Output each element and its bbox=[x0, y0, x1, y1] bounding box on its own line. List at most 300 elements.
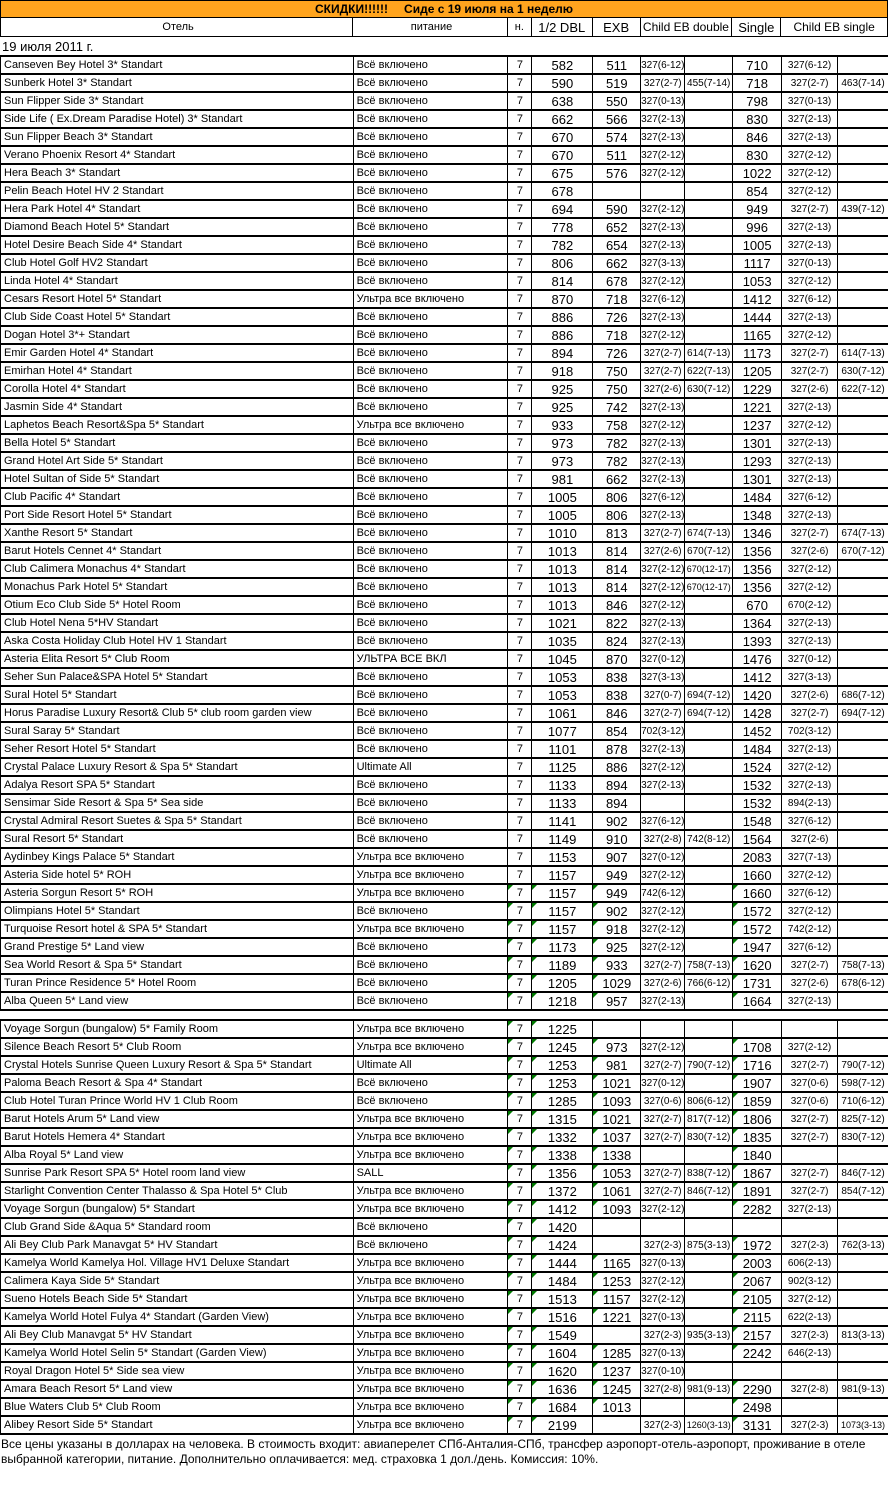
cell-single: 1660 bbox=[733, 867, 782, 883]
cell-exb: 1013 bbox=[593, 1399, 641, 1415]
cell-ces2: 614(7-13) bbox=[841, 347, 885, 359]
cell-exb: 918 bbox=[593, 921, 641, 937]
cell-exb: 822 bbox=[593, 615, 641, 631]
table-row bbox=[0, 831, 888, 849]
cell-single: 670 bbox=[733, 597, 782, 613]
cell-ces1: 327(2-7) bbox=[782, 1129, 838, 1145]
cell-hotel: Barut Hotels Cennet 4* Standart bbox=[1, 543, 354, 559]
cell-ced2: 670(12-17) bbox=[685, 579, 733, 595]
cell-dbl: 1157 bbox=[532, 885, 593, 901]
cell-hotel: Barut Hotels Hemera 4* Standart bbox=[1, 1129, 354, 1145]
cell-exb: 1221 bbox=[593, 1309, 641, 1325]
cell-exb: 878 bbox=[593, 741, 641, 757]
cell-hotel: Kamelya World Kamelya Hol. Village HV1 Deluxe Standart bbox=[1, 1255, 354, 1271]
cell-dbl: 1157 bbox=[532, 903, 593, 919]
cell-single: 1564 bbox=[733, 831, 782, 847]
cell-meal: Ультра все включено bbox=[354, 1363, 509, 1379]
cell-single: 1022 bbox=[733, 165, 782, 181]
cell-ced2 bbox=[685, 1291, 733, 1307]
cell-ced2 bbox=[685, 1345, 733, 1361]
cell-exb: 806 bbox=[593, 507, 641, 523]
cell-single: 1660 bbox=[733, 885, 782, 901]
cell-single: 1476 bbox=[733, 651, 782, 667]
cell-n: 7 bbox=[508, 921, 532, 937]
table-row bbox=[0, 1417, 888, 1435]
cell-n: 7 bbox=[508, 1111, 532, 1127]
cell-n: 7 bbox=[508, 1363, 532, 1379]
cell-ced1: 327(6-12) bbox=[641, 57, 685, 73]
table-row bbox=[0, 129, 888, 147]
cell-ced2 bbox=[685, 255, 733, 271]
cell-n: 7 bbox=[508, 1201, 532, 1217]
cell-ced1: 327(2-3) bbox=[641, 1417, 685, 1433]
cell-single: 1356 bbox=[733, 579, 782, 595]
cell-ces2 bbox=[838, 435, 888, 451]
table-row bbox=[0, 201, 888, 219]
cell-ced1: 327(2-13) bbox=[641, 741, 685, 757]
cell-ced2 bbox=[685, 201, 733, 217]
table-row bbox=[0, 525, 888, 543]
cell-hotel: Sunrise Park Resort SPA 5* Hotel room land view bbox=[1, 1165, 354, 1181]
cell-ces2 bbox=[838, 561, 888, 577]
cell-ced2 bbox=[685, 777, 733, 793]
cell-meal: Всё включено bbox=[354, 399, 509, 415]
title-banner bbox=[0, 0, 888, 18]
col-header-single: Single bbox=[732, 18, 781, 36]
cell-ced2: 766(6-12) bbox=[685, 975, 733, 991]
cell-dbl: 1412 bbox=[532, 1201, 593, 1217]
cell-ced2 bbox=[685, 1273, 733, 1289]
cell-single: 2157 bbox=[733, 1327, 782, 1343]
cell-exb: 726 bbox=[593, 345, 641, 361]
cell-ced1: 327(0-7) bbox=[641, 687, 685, 703]
cell-hotel: Hotel Desire Beach Side 4* Standart bbox=[1, 237, 354, 253]
cell-hotel: Club Hotel Golf HV2 Standart bbox=[1, 255, 354, 271]
cell-meal: Всё включено bbox=[354, 201, 509, 217]
cell-hotel: Silence Beach Resort 5* Club Room bbox=[1, 1039, 354, 1055]
table-row bbox=[0, 183, 888, 201]
cell-meal: Всё включено bbox=[354, 489, 509, 505]
table-row bbox=[0, 1291, 888, 1309]
table-row bbox=[0, 1021, 888, 1039]
cell-hotel: Voyage Sorgun (bungalow) 5* Standart bbox=[1, 1201, 354, 1217]
cell-n: 7 bbox=[508, 1345, 532, 1361]
cell-ces2 bbox=[838, 57, 888, 73]
cell-exb bbox=[593, 1417, 641, 1433]
cell-single: 1532 bbox=[733, 777, 782, 793]
cell-ced2: 694(7-12) bbox=[685, 705, 733, 721]
cell-ced1: 327(2-7) bbox=[641, 363, 685, 379]
cell-n: 7 bbox=[508, 1219, 532, 1235]
cell-ces1: 327(2-13) bbox=[782, 129, 838, 145]
cell-dbl: 973 bbox=[532, 453, 593, 469]
cell-hotel: Turan Prince Residence 5* Hotel Room bbox=[1, 975, 354, 991]
cell-single: 949 bbox=[733, 201, 782, 217]
table-row bbox=[0, 795, 888, 813]
cell-meal: Ультра все включено bbox=[354, 921, 509, 937]
cell-hotel: Ali Bey Club Manavgat 5* HV Standart bbox=[1, 1327, 354, 1343]
cell-hotel: Turquoise Resort hotel & SPA 5* Standart bbox=[1, 921, 354, 937]
table-row bbox=[0, 1183, 888, 1201]
col-header-hotel: Отель bbox=[1, 18, 353, 36]
table-row bbox=[0, 327, 888, 345]
cell-ces1: 327(2-12) bbox=[782, 759, 838, 775]
cell-ced2 bbox=[685, 1021, 733, 1037]
cell-ced1: 327(0-12) bbox=[641, 849, 685, 865]
cell-ces2 bbox=[838, 813, 888, 829]
cell-ced1: 327(6-12) bbox=[641, 291, 685, 307]
cell-hotel: Sensimar Side Resort & Spa 5* Sea side bbox=[1, 795, 354, 811]
cell-n: 7 bbox=[508, 1147, 532, 1163]
cell-exb: 1237 bbox=[593, 1363, 641, 1379]
cell-ced1: 327(2-7) bbox=[641, 1111, 685, 1127]
cell-exb: 574 bbox=[593, 129, 641, 145]
cell-ced2 bbox=[685, 1255, 733, 1271]
cell-dbl: 1225 bbox=[532, 1021, 593, 1037]
cell-dbl: 1125 bbox=[532, 759, 593, 775]
table-row bbox=[0, 903, 888, 921]
cell-n: 7 bbox=[508, 1129, 532, 1145]
cell-meal: Всё включено bbox=[354, 723, 509, 739]
cell-n: 7 bbox=[508, 183, 532, 199]
cell-n: 7 bbox=[508, 885, 532, 901]
cell-ces2 bbox=[838, 597, 888, 613]
cell-ces1: 327(2-6) bbox=[782, 543, 838, 559]
cell-n: 7 bbox=[508, 93, 532, 109]
cell-dbl: 675 bbox=[532, 165, 593, 181]
cell-exb: 1245 bbox=[593, 1381, 641, 1397]
cell-single: 854 bbox=[733, 183, 782, 199]
cell-single: 1867 bbox=[733, 1165, 782, 1181]
cell-ced2 bbox=[685, 435, 733, 451]
cell-n: 7 bbox=[508, 255, 532, 271]
cell-dbl: 1077 bbox=[532, 723, 593, 739]
table-row bbox=[0, 507, 888, 525]
cell-exb bbox=[593, 183, 641, 199]
table-row bbox=[0, 309, 888, 327]
table-row bbox=[0, 219, 888, 237]
table-row bbox=[0, 291, 888, 309]
cell-dbl: 1285 bbox=[532, 1093, 593, 1109]
cell-ced1: 327(2-12) bbox=[641, 561, 685, 577]
cell-ces1: 622(2-13) bbox=[782, 1309, 838, 1325]
cell-single: 2115 bbox=[733, 1309, 782, 1325]
cell-meal: Всё включено bbox=[354, 507, 509, 523]
cell-n: 7 bbox=[508, 291, 532, 307]
cell-ced2 bbox=[685, 597, 733, 613]
cell-n: 7 bbox=[508, 417, 532, 433]
cell-ces2: 674(7-13) bbox=[841, 527, 885, 539]
cell-ces2 bbox=[838, 615, 888, 631]
cell-exb: 907 bbox=[593, 849, 641, 865]
cell-ces1: 327(2-3) bbox=[782, 1237, 838, 1253]
cell-ces2 bbox=[838, 885, 888, 901]
cell-ces2: 790(7-12) bbox=[841, 1059, 885, 1071]
table-row bbox=[0, 1111, 888, 1129]
cell-ced2 bbox=[685, 165, 733, 181]
cell-hotel: Blue Waters Club 5* Club Room bbox=[1, 1399, 354, 1415]
cell-exb: 925 bbox=[593, 939, 641, 955]
cell-ces2: 981(9-13) bbox=[841, 1383, 885, 1395]
cell-ced1: 327(2-8) bbox=[641, 1381, 685, 1397]
cell-dbl: 1157 bbox=[532, 867, 593, 883]
cell-ces1: 327(2-12) bbox=[782, 579, 838, 595]
cell-ces1 bbox=[782, 1363, 838, 1379]
col-header-child-eb-double: Child EB double bbox=[641, 18, 733, 36]
cell-exb: 949 bbox=[593, 867, 641, 883]
cell-single: 710 bbox=[733, 57, 782, 73]
cell-hotel: Linda Hotel 4* Standart bbox=[1, 273, 354, 289]
cell-hotel: Alba Royal 5* Land view bbox=[1, 1147, 354, 1163]
cell-meal: Всё включено bbox=[354, 1219, 509, 1235]
cell-ced2 bbox=[685, 183, 733, 199]
cell-ces2 bbox=[838, 309, 888, 325]
cell-dbl: 925 bbox=[532, 381, 593, 397]
cell-exb: 894 bbox=[593, 777, 641, 793]
cell-meal: Ultimate All bbox=[354, 1057, 509, 1073]
cell-dbl: 662 bbox=[532, 111, 593, 127]
cell-meal: Всё включено bbox=[354, 129, 509, 145]
cell-single: 1947 bbox=[733, 939, 782, 955]
cell-meal: Ультра все включено bbox=[354, 1345, 509, 1361]
cell-single: 1165 bbox=[733, 327, 782, 343]
cell-meal: Всё включено bbox=[354, 363, 509, 379]
cell-ces1: 327(0-6) bbox=[782, 1075, 838, 1091]
cell-ced2 bbox=[685, 57, 733, 73]
cell-ces2 bbox=[838, 165, 888, 181]
cell-ces1: 327(2-13) bbox=[782, 777, 838, 793]
cell-n: 7 bbox=[508, 651, 532, 667]
cell-dbl: 782 bbox=[532, 237, 593, 253]
col-header-child-eb-single: Child EB single bbox=[793, 20, 875, 34]
col-header-exb: EXB bbox=[593, 18, 641, 36]
cell-meal: Ультра все включено bbox=[354, 1291, 509, 1307]
cell-meal: SALL bbox=[354, 1165, 509, 1181]
cell-dbl: 590 bbox=[532, 75, 593, 91]
cell-ced2 bbox=[685, 1039, 733, 1055]
cell-ced2: 694(7-12) bbox=[685, 687, 733, 703]
cell-single: 1412 bbox=[733, 291, 782, 307]
cell-exb: 854 bbox=[593, 723, 641, 739]
cell-ces2 bbox=[838, 741, 888, 757]
cell-n: 7 bbox=[508, 849, 532, 865]
cell-n: 7 bbox=[508, 219, 532, 235]
cell-hotel: Club Hotel Nena 5*HV Standart bbox=[1, 615, 354, 631]
cell-ces1: 327(2-13) bbox=[782, 615, 838, 631]
cell-exb: 758 bbox=[593, 417, 641, 433]
cell-ced1: 327(2-13) bbox=[641, 507, 685, 523]
cell-ced2 bbox=[685, 1147, 733, 1163]
cell-single: 1393 bbox=[733, 633, 782, 649]
cell-hotel: Sunberk Hotel 3* Standart bbox=[1, 75, 354, 91]
cell-ced2: 875(3-13) bbox=[685, 1237, 733, 1253]
cell-n: 7 bbox=[508, 1165, 532, 1181]
cell-ced2 bbox=[685, 759, 733, 775]
cell-ces2 bbox=[838, 1039, 888, 1055]
table-row bbox=[0, 417, 888, 435]
cell-ced1: 327(2-12) bbox=[641, 921, 685, 937]
cell-exb: 806 bbox=[593, 489, 641, 505]
cell-exb: 654 bbox=[593, 237, 641, 253]
table-row bbox=[0, 1039, 888, 1057]
cell-exb: 894 bbox=[593, 795, 641, 811]
cell-exb: 957 bbox=[593, 993, 641, 1009]
cell-meal: Всё включено bbox=[354, 741, 509, 757]
table-row bbox=[0, 1255, 888, 1273]
cell-n: 7 bbox=[508, 363, 532, 379]
table-row bbox=[0, 1129, 888, 1147]
cell-ces1: 327(2-7) bbox=[782, 345, 838, 361]
cell-exb: 981 bbox=[593, 1057, 641, 1073]
cell-meal: Всё включено bbox=[354, 813, 509, 829]
cell-meal: Ультра все включено bbox=[354, 1147, 509, 1163]
cell-ced1: 327(2-13) bbox=[641, 309, 685, 325]
table-row bbox=[0, 849, 888, 867]
table-row bbox=[0, 543, 888, 561]
cell-exb: 1157 bbox=[593, 1291, 641, 1307]
cell-n: 7 bbox=[508, 1021, 532, 1037]
cell-dbl: 1338 bbox=[532, 1147, 593, 1163]
cell-meal: Всё включено bbox=[354, 93, 509, 109]
cell-ced1: 327(2-7) bbox=[641, 1057, 685, 1073]
cell-n: 7 bbox=[508, 1075, 532, 1091]
cell-hotel: Laphetos Beach Resort&Spa 5* Standart bbox=[1, 417, 354, 433]
cell-single: 1301 bbox=[733, 471, 782, 487]
table-row bbox=[0, 255, 888, 273]
cell-ced1: 327(0-13) bbox=[641, 1255, 685, 1271]
cell-exb: 902 bbox=[593, 903, 641, 919]
cell-ces2 bbox=[838, 633, 888, 649]
cell-ces2 bbox=[838, 579, 888, 595]
cell-dbl: 1205 bbox=[532, 975, 593, 991]
cell-ced1: 702(3-12) bbox=[641, 723, 685, 739]
cell-exb: 846 bbox=[593, 705, 641, 721]
cell-meal: Всё включено bbox=[354, 147, 509, 163]
cell-ces2 bbox=[838, 777, 888, 793]
cell-ces1: 702(3-12) bbox=[782, 723, 838, 739]
cell-meal: Ультра все включено bbox=[354, 849, 509, 865]
table-row bbox=[0, 579, 888, 597]
cell-single: 718 bbox=[733, 75, 782, 91]
cell-single: 1484 bbox=[733, 741, 782, 757]
cell-ces1: 902(3-12) bbox=[782, 1273, 838, 1289]
cell-single bbox=[733, 1219, 782, 1235]
cell-single: 1293 bbox=[733, 453, 782, 469]
cell-meal: Всё включено bbox=[354, 975, 509, 991]
cell-ces2 bbox=[838, 93, 888, 109]
cell-ces1: 327(2-13) bbox=[782, 111, 838, 127]
cell-meal: Всё включено bbox=[354, 111, 509, 127]
cell-hotel: Calimera Kaya Side 5* Standart bbox=[1, 1273, 354, 1289]
cell-ces1: 327(2-13) bbox=[782, 399, 838, 415]
date-line: 19 июля 2011 г. bbox=[2, 38, 94, 54]
cell-hotel: Grand Hotel Art Side 5* Standart bbox=[1, 453, 354, 469]
table-row bbox=[0, 57, 888, 75]
cell-ced1: 327(0-13) bbox=[641, 1345, 685, 1361]
cell-n: 7 bbox=[508, 957, 532, 973]
cell-exb: 1061 bbox=[593, 1183, 641, 1199]
cell-dbl: 1245 bbox=[532, 1039, 593, 1055]
cell-ces1: 327(2-6) bbox=[782, 975, 838, 991]
cell-n: 7 bbox=[508, 993, 532, 1009]
cell-ces1: 327(2-7) bbox=[782, 1183, 838, 1199]
cell-hotel: Sural Saray 5* Standart bbox=[1, 723, 354, 739]
cell-ced2 bbox=[685, 1399, 733, 1415]
cell-ced2 bbox=[685, 921, 733, 937]
cell-hotel: Cesars Resort Hotel 5* Standart bbox=[1, 291, 354, 307]
cell-dbl: 1141 bbox=[532, 813, 593, 829]
cell-single: 1356 bbox=[733, 561, 782, 577]
cell-n: 7 bbox=[508, 309, 532, 325]
cell-meal: Всё включено bbox=[354, 561, 509, 577]
cell-n: 7 bbox=[508, 1381, 532, 1397]
table-row bbox=[0, 1363, 888, 1381]
cell-ced2: 806(6-12) bbox=[685, 1093, 733, 1109]
cell-single: 1806 bbox=[733, 1111, 782, 1127]
cell-ced2 bbox=[685, 129, 733, 145]
cell-ces2 bbox=[838, 507, 888, 523]
cell-ced1: 327(2-12) bbox=[641, 579, 685, 595]
cell-hotel: Club Pacific 4* Standart bbox=[1, 489, 354, 505]
cell-ces1: 327(2-13) bbox=[782, 309, 838, 325]
cell-meal: Всё включено bbox=[354, 615, 509, 631]
cell-ced1: 327(2-12) bbox=[641, 165, 685, 181]
cell-hotel: Dogan Hotel 3*+ Standart bbox=[1, 327, 354, 343]
cell-exb: 1338 bbox=[593, 1147, 641, 1163]
cell-ced1: 327(2-12) bbox=[641, 1201, 685, 1217]
cell-single: 1859 bbox=[733, 1093, 782, 1109]
cell-meal: Ультра все включено bbox=[354, 1183, 509, 1199]
cell-single: 1428 bbox=[733, 705, 782, 721]
cell-ces1: 327(2-7) bbox=[782, 1111, 838, 1127]
cell-ces1: 670(2-12) bbox=[782, 597, 838, 613]
cell-n: 7 bbox=[508, 399, 532, 415]
cell-dbl: 678 bbox=[532, 183, 593, 199]
table-row bbox=[0, 111, 888, 129]
cell-single: 2290 bbox=[733, 1381, 782, 1397]
cell-ced1: 327(2-13) bbox=[641, 633, 685, 649]
cell-ces2: 439(7-12) bbox=[841, 203, 885, 215]
cell-exb: 566 bbox=[593, 111, 641, 127]
cell-single: 1572 bbox=[733, 903, 782, 919]
cell-dbl: 1424 bbox=[532, 1237, 593, 1253]
cell-exb: 838 bbox=[593, 687, 641, 703]
cell-ced1: 327(2-12) bbox=[641, 759, 685, 775]
cell-single: 1173 bbox=[733, 345, 782, 361]
table-row bbox=[0, 489, 888, 507]
table-row bbox=[0, 1201, 888, 1219]
cell-exb: 511 bbox=[593, 147, 641, 163]
cell-single: 1716 bbox=[733, 1057, 782, 1073]
cell-meal: Всё включено bbox=[354, 219, 509, 235]
cell-ces2 bbox=[838, 723, 888, 739]
cell-hotel: Voyage Sorgun (bungalow) 5* Family Room bbox=[1, 1021, 354, 1037]
cell-hotel: Alibey Resort Side 5* Standart bbox=[1, 1417, 354, 1433]
cell-hotel: Corolla Hotel 4* Standart bbox=[1, 381, 354, 397]
cell-ces1: 327(2-6) bbox=[782, 831, 838, 847]
cell-meal: Всё включено bbox=[354, 327, 509, 343]
cell-exb: 662 bbox=[593, 471, 641, 487]
table-row bbox=[0, 759, 888, 777]
table-row bbox=[0, 1165, 888, 1183]
cell-ced1: 327(0-12) bbox=[641, 651, 685, 667]
table-row bbox=[0, 435, 888, 453]
cell-exb: 718 bbox=[593, 327, 641, 343]
cell-dbl: 1013 bbox=[532, 579, 593, 595]
cell-ces1: 327(2-7) bbox=[782, 705, 838, 721]
cell-hotel: Aska Costa Holiday Club Hotel HV 1 Standart bbox=[1, 633, 354, 649]
cell-ced1: 327(2-13) bbox=[641, 777, 685, 793]
